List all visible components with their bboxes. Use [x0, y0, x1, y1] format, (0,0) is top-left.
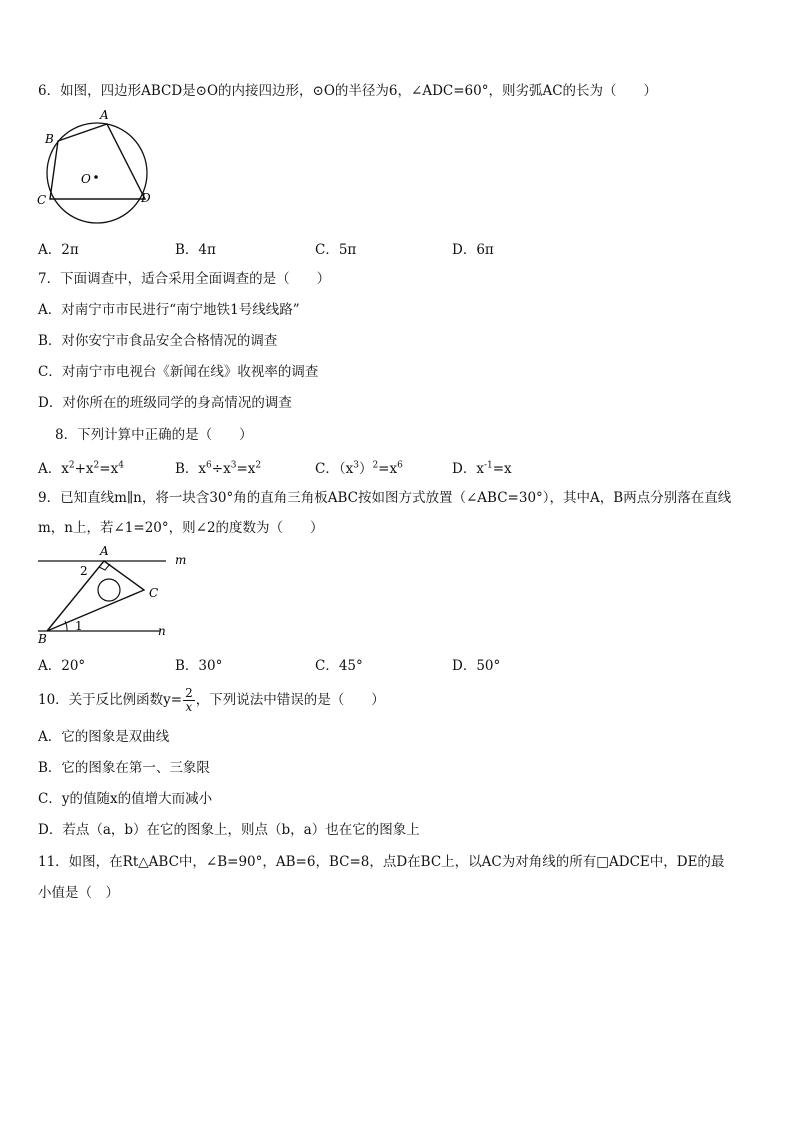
q10-stem-before: 10．关于反比例函数y=: [38, 692, 183, 708]
q6-label-o: O: [81, 172, 91, 186]
q8-option-c: C．$(x^3)^2=x^6$: [315, 460, 403, 477]
q6-stem: 6．如图，四边形ABCD是⊙O的内接四边形，⊙O的半径为6，∠ADC=60°，则劣弧AC的长为（ ）: [38, 83, 658, 99]
q6-label-b: B: [45, 132, 54, 146]
q11-stem-line1: 11．如图，在Rt△ABC中，∠B=90°，AB=6，BC=8，点D在BC上，以AC为对角线的所有□ADCE中，DE的最: [38, 854, 725, 870]
q9-stem-line2: m，n上，若∠1=20°，则∠2的度数为（ ）: [38, 520, 324, 536]
q9-label-n: n: [158, 624, 166, 638]
q7-stem: 7．下面调查中，适合采用全面调查的是（ ）: [38, 271, 331, 287]
q9-label-a: A: [100, 544, 109, 558]
q7-option-b: B．对你安宁市食品安全合格情况的调查: [38, 333, 278, 349]
q9-label-angle1: 1: [75, 619, 83, 633]
q6-option-c: C．5π: [315, 242, 357, 258]
q10-option-a: A．它的图象是双曲线: [38, 729, 170, 745]
q8-option-d: D．$x^{-1}=x$: [452, 460, 512, 477]
q10-option-b: B．它的图象在第一、三象限: [38, 760, 210, 776]
q9-figure-parallel-lines-triangle: [34, 544, 194, 648]
q10-stem: [38, 686, 385, 714]
q7-option-c: C．对南宁市电视台《新闻在线》收视率的调查: [38, 364, 319, 380]
q9-stem-line1: 9．已知直线m∥n，将一块含30°角的直角三角板ABC按如图方式放置（∠ABC=30°），其中A，B两点分别落在直线: [38, 490, 732, 506]
q9-option-b: B．30°: [175, 658, 223, 674]
q9-triangle-abc: [47, 561, 144, 631]
q9-option-c: C．45°: [315, 658, 363, 674]
q10-fraction-numerator: 2: [185, 686, 193, 700]
q6-label-c: C: [37, 193, 47, 207]
q6-option-d: D．6π: [452, 242, 494, 258]
q8-options: [38, 457, 758, 475]
q9-label-m: m: [175, 553, 187, 567]
q11-stem-line2: 小值是（ ）: [38, 885, 119, 901]
q6-center-point: [94, 175, 98, 179]
q9-label-b: B: [38, 632, 47, 646]
q8-option-b: B．$x^6\div x^3=x^2$: [175, 460, 262, 477]
q10-option-d: D．若点（a，b）在它的图象上，则点（b，a）也在它的图象上: [38, 822, 420, 838]
q9-triangle-hole: [98, 579, 120, 601]
q9-options: [38, 654, 758, 672]
q10-fraction-denominator: x: [185, 700, 193, 714]
q9-option-a: A．20°: [38, 658, 86, 674]
q10-fraction: [183, 687, 195, 714]
q9-label-c: C: [149, 586, 159, 600]
q6-options: [38, 238, 758, 256]
q8-option-a: A．$x^2+x^2=x^4$: [38, 460, 124, 477]
q6-option-b: B．4π: [175, 242, 216, 258]
q9-option-d: D．50°: [452, 658, 501, 674]
q6-option-a: A．2π: [38, 242, 79, 258]
q7-option-d: D．对你所在的班级同学的身高情况的调查: [38, 395, 292, 411]
q10-stem-after: ，下列说法中错误的是（ ）: [195, 692, 385, 708]
q7-option-a: A．对南宁市市民进行“南宁地铁1号线线路”: [38, 302, 300, 318]
q6-figure-circle-quadrilateral: [34, 110, 164, 230]
q10-option-c: C．y的值随x的值增大而减小: [38, 791, 213, 807]
q6-label-a: A: [100, 110, 109, 122]
q8-stem: 8．下列计算中正确的是（ ）: [55, 427, 253, 443]
q9-label-angle2: 2: [80, 564, 88, 578]
q6-label-d: D: [141, 191, 151, 205]
